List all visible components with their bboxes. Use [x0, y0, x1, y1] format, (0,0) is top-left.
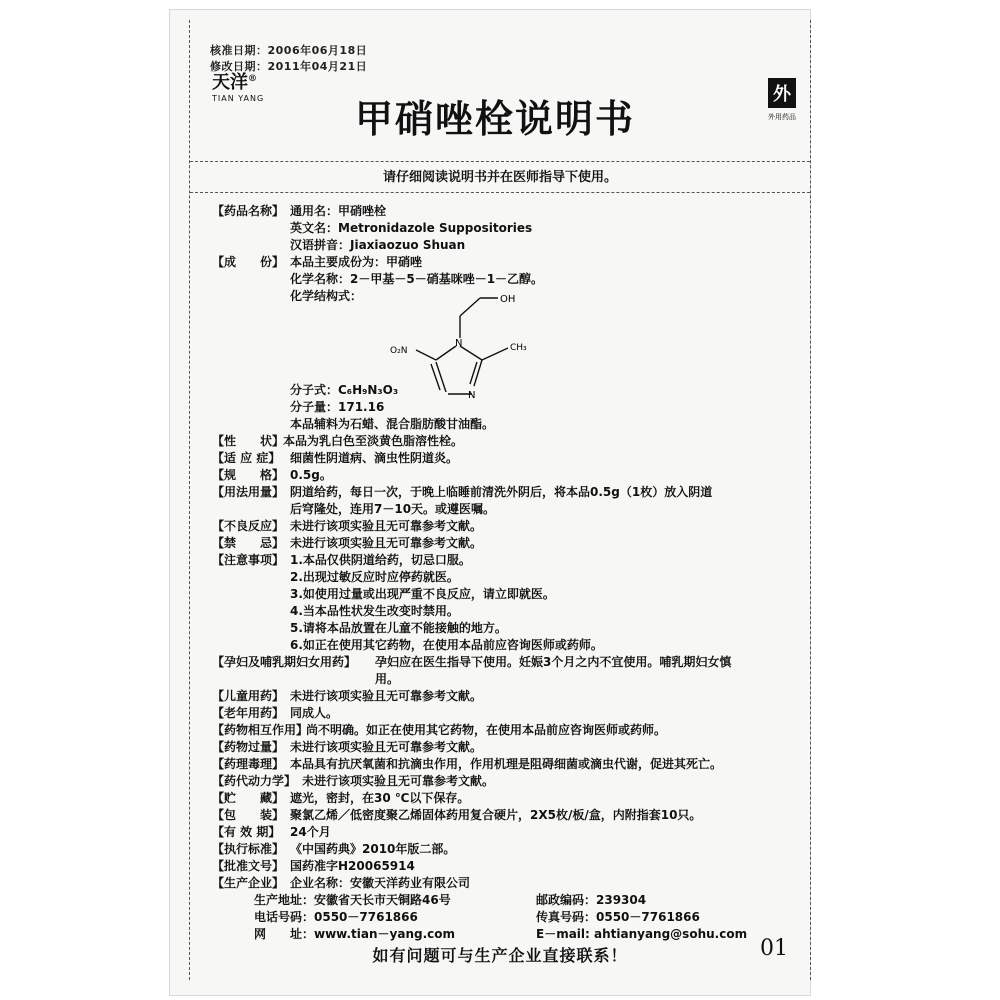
validity-text: 24个月	[290, 825, 331, 839]
manufacturer-name: 企业名称：安徽天洋药业有限公司	[290, 876, 471, 890]
pharmacology-text: 本品具有抗厌氧菌和抗滴虫作用，作用机理是阻碍细菌或滴虫代谢，促进其死亡。	[290, 757, 723, 771]
pharmacokinetics-text: 未进行该项实验且无可靠参考文献。	[302, 774, 495, 788]
pinyin-name: 汉语拼音：Jiaxiaozuo Shuan	[290, 238, 466, 252]
manufacturer-postcode: 邮政编码：239304	[536, 893, 647, 907]
label-validity: 【有 效 期】	[212, 825, 281, 839]
external-use-mark-icon: 外	[768, 78, 796, 108]
left-dashed-border	[189, 20, 190, 980]
label-indication: 【适 应 症】	[212, 451, 281, 465]
header-dashed-divider	[190, 161, 810, 162]
brand-logo-en: TIAN YANG	[212, 94, 265, 103]
label-storage: 【贮 藏】	[212, 791, 285, 805]
structure-no2-label: O₂N	[390, 346, 408, 356]
structure-n1-label: N	[455, 338, 463, 349]
label-manufacturer: 【生产企业】	[212, 876, 285, 890]
external-use-label: 外用药品	[768, 113, 796, 121]
structure-ch3-label: CH₃	[510, 343, 527, 353]
label-package: 【包 装】	[212, 808, 285, 822]
package-text: 聚氯乙烯／低密度聚乙烯固体药用复合硬片，2X5枚/板/盒，内附指套10只。	[290, 808, 702, 822]
manufacturer-email: E－mail: ahtianyang@sohu.com	[536, 927, 748, 941]
dosage-line-2: 后穹隆处，连用7－10天。或遵医嘱。	[290, 502, 496, 516]
revision-date: 修改日期：2011年04月21日	[210, 60, 368, 73]
precaution-item: 1.本品仅供阴道给药，切忌口服。	[290, 553, 471, 567]
manufacturer-address: 生产地址：安徽省天长市天铜路46号	[254, 893, 451, 907]
contraindications-text: 未进行该项实验且无可靠参考文献。	[290, 536, 483, 550]
label-elderly: 【老年用药】	[212, 706, 285, 720]
structure-n3-label: N	[468, 390, 476, 401]
right-dashed-border	[810, 20, 811, 980]
precaution-item: 5.请将本品放置在儿童不能接触的地方。	[290, 621, 507, 635]
label-standard: 【执行标准】	[212, 842, 285, 856]
pregnancy-line-1: 孕妇应在医生指导下使用。妊娠3个月之内不宜使用。哺乳期妇女慎	[375, 655, 732, 669]
structure-oh-label: OH	[500, 294, 516, 305]
label-spec: 【规 格】	[212, 468, 285, 482]
precaution-item: 6.如正在使用其它药物，在使用本品前应咨询医师或药师。	[290, 638, 603, 652]
manufacturer-fax: 传真号码：0550－7761866	[536, 910, 700, 924]
label-pharmacology: 【药理毒理】	[212, 757, 285, 771]
children-text: 未进行该项实验且无可靠参考文献。	[290, 689, 483, 703]
chemical-structure-diagram	[380, 288, 560, 408]
label-overdose: 【药物过量】	[212, 740, 285, 754]
label-contraindications: 【禁 忌】	[212, 536, 285, 550]
precaution-item: 3.如使用过量或出现严重不良反应，请立即就医。	[290, 587, 555, 601]
document-title: 甲硝唑栓说明书	[354, 97, 635, 141]
usage-notice: 请仔细阅读说明书并在医师指导下使用。	[382, 170, 617, 185]
brand-logo-cn: 天洋®	[212, 72, 257, 93]
pregnancy-line-2: 用。	[375, 672, 400, 686]
structure-label: 化学结构式：	[290, 289, 363, 303]
precaution-item: 4.当本品性状发生改变时禁用。	[290, 604, 459, 618]
english-name: 英文名：Metronidazole Suppositories	[290, 221, 533, 235]
label-adverse: 【不良反应】	[212, 519, 285, 533]
molecular-weight: 分子量：171.16	[290, 400, 385, 414]
standard-text: 《中国药典》2010年版二部。	[290, 842, 456, 856]
precaution-item: 2.出现过敏反应时应停药就医。	[290, 570, 459, 584]
molecular-formula: 分子式：C₆H₉N₃O₃	[290, 383, 399, 397]
spec-text: 0.5g。	[290, 468, 332, 482]
storage-text: 遮光，密封，在30 ℃以下保存。	[290, 791, 470, 805]
approval-number-text: 国药准字H20065914	[290, 859, 415, 873]
overdose-text: 未进行该项实验且无可靠参考文献。	[290, 740, 483, 754]
approval-date: 核准日期：2006年06月18日	[210, 44, 368, 57]
label-character: 【性 状】	[212, 434, 285, 448]
indication-text: 细菌性阴道病、滴虫性阴道炎。	[290, 451, 459, 465]
label-drug-name: 【药品名称】	[212, 204, 285, 218]
excipients: 本品辅料为石蜡、混合脂肪酸甘油酯。	[290, 417, 495, 431]
dosage-line-1: 阴道给药，每日一次，于晚上临睡前清洗外阴后，将本品0.5g（1枚）放入阴道	[290, 485, 713, 499]
main-ingredient: 本品主要成份为：甲硝唑	[290, 255, 423, 269]
adverse-text: 未进行该项实验且无可靠参考文献。	[290, 519, 483, 533]
chemical-name: 化学名称：2－甲基－5－硝基咪唑－1－乙醇。	[290, 272, 544, 286]
manufacturer-phone: 电话号码：0550－7761866	[254, 910, 418, 924]
page-number: 01	[760, 936, 788, 961]
label-children: 【儿童用药】	[212, 689, 285, 703]
label-pharmacokinetics: 【药代动力学】	[212, 774, 297, 788]
label-dosage: 【用法用量】	[212, 485, 285, 499]
label-pregnancy: 【孕妇及哺乳期妇女用药】	[212, 655, 357, 669]
generic-name: 通用名：甲硝唑栓	[290, 204, 387, 218]
label-composition: 【成 份】	[212, 255, 285, 269]
elderly-text: 同成人。	[290, 706, 339, 720]
label-interaction: 【药物相互作用】	[212, 723, 309, 737]
interaction-text: 尚不明确。如正在使用其它药物，在使用本品前应咨询医师或药师。	[306, 723, 667, 737]
footer-contact-note: 如有问题可与生产企业直接联系！	[372, 946, 628, 965]
manufacturer-website: 网 址：www.tian－yang.com	[254, 927, 456, 941]
label-precautions: 【注意事项】	[212, 553, 285, 567]
label-approval-number: 【批准文号】	[212, 859, 285, 873]
subtitle-dashed-divider	[190, 192, 810, 193]
character-text: 本品为乳白色至淡黄色脂溶性栓。	[283, 434, 464, 448]
